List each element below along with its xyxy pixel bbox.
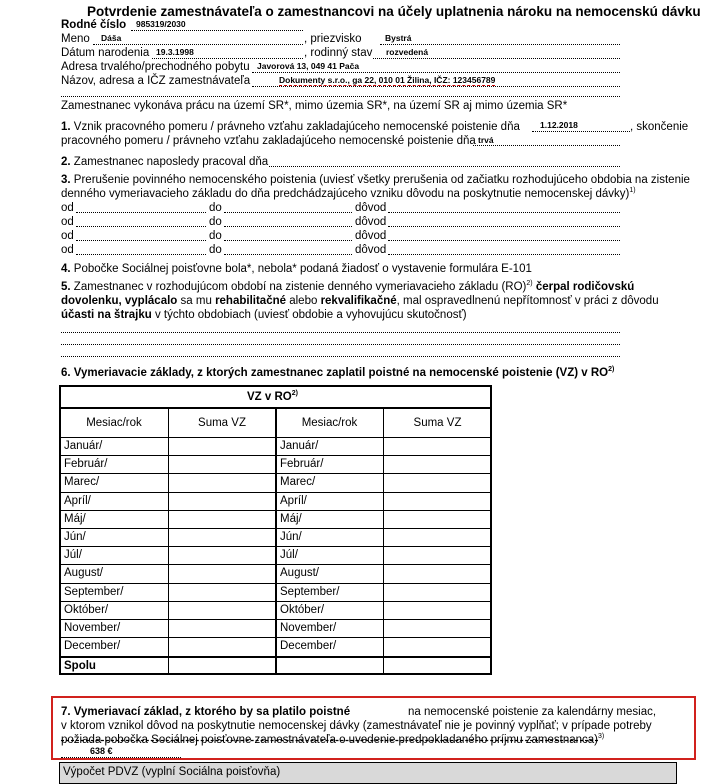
rodne-cislo-line [131, 30, 303, 31]
table-center-divider [275, 408, 277, 674]
col-header-month-right: Mesiac/rok [301, 417, 358, 429]
s2-line-fill [269, 166, 620, 167]
month-cell-right: Október/ [280, 603, 325, 616]
rodne-cislo-label: Rodné číslo [61, 19, 127, 31]
table-row-divider [60, 564, 491, 565]
rodne-cislo-value[interactable]: 985319/2030 [136, 19, 186, 29]
col-header-sum-right: Suma VZ [413, 417, 462, 429]
month-cell-right: Marec/ [280, 476, 316, 489]
s5-text2d: alebo [289, 295, 318, 307]
s1-line2: pracovného pomeru / právneho vzťahu zakladajúceho nemocenské poistenie dňa [61, 135, 476, 147]
month-cell-right: Máj/ [280, 512, 302, 525]
od-label: od [61, 202, 74, 214]
priezvisko-line [380, 44, 620, 45]
s5-fill-line-2 [61, 344, 620, 345]
od-label: od [61, 216, 74, 228]
s5-sup: 2) [526, 280, 533, 288]
s7-text1a: Vymeriavací základ, z ktorého by sa platilo poistné [73, 706, 351, 718]
table-row-divider [60, 583, 491, 584]
od-field[interactable] [76, 254, 206, 255]
month-cell-right: August/ [280, 567, 319, 580]
s5-text3a: účasti na štrajku [61, 309, 152, 321]
s5-text3b: v týchto obdobiach (uviesť obdobie a vyhovujúcu skutočnosť) [154, 309, 467, 321]
s4-num: 4. [61, 263, 71, 275]
s5-text2c: rehabilitačné [215, 295, 287, 307]
table-row-divider [60, 601, 491, 602]
s3-text2: denného vymeriavacieho základu do dňa predchádzajúceho vzniku dôvodu na poskytnutie nemocenskej dávky) [61, 188, 630, 200]
dovod-label: dôvod [355, 202, 387, 214]
s6-heading-sup: 2) [608, 366, 615, 374]
s5-fill-line-1 [61, 332, 620, 333]
od-label: od [61, 244, 74, 256]
priezvisko-value[interactable]: Bystrá [385, 33, 412, 43]
s6-heading [61, 366, 614, 380]
col-header-sum-left: Suma VZ [198, 417, 246, 429]
s5-line2 [61, 294, 659, 308]
table-left-divider [168, 408, 169, 674]
dovod-label: dôvod [355, 230, 387, 242]
datum-narodenia-value[interactable]: 19.3.1998 [156, 47, 194, 57]
s4-text: Pobočke Sociálnej poisťovne bola*, nebola* podaná žiadosť o vystavenie formulára E-101 [73, 263, 532, 275]
s5-text2f: , mal ospravedlnenú nepřítomnosť v práci z dôvodu [396, 295, 659, 307]
s5-num: 5. [61, 281, 71, 293]
table-row-divider [60, 619, 491, 620]
month-cell-left: Apríl/ [64, 494, 91, 507]
month-cell-left: November/ [64, 622, 121, 634]
s1-date-line [532, 131, 630, 132]
table-row-divider [60, 637, 491, 638]
dovod-field[interactable] [388, 226, 620, 227]
dovod-field[interactable] [388, 254, 620, 255]
priezvisko-label: , priezvisko [304, 33, 362, 45]
table-total-label: Spolu [64, 660, 96, 672]
table-total-divider [60, 656, 491, 658]
dovod-label: dôvod [355, 244, 387, 256]
s1-text1: Vznik pracovného pomeru / právneho vzťahu zakladajúceho nemocenské poistenie dňa [73, 121, 520, 133]
month-cell-left: Júl/ [64, 549, 82, 562]
od-field[interactable] [76, 240, 206, 241]
s2-line [61, 155, 268, 169]
nazov-label: Názov, adresa a IČZ zamestnávateľa [61, 75, 251, 87]
s7-text3: požiada pobočka Sociálnej poisťovne zamestnávateľa o uvedenie predpokladaného príjmu zamestnanca) [61, 734, 599, 746]
month-cell-left: Február/ [64, 458, 108, 471]
nazov-line [252, 86, 620, 87]
month-cell-left: Máj/ [64, 512, 86, 525]
table-row-divider [60, 510, 491, 511]
s5-text2b: sa mu [180, 295, 212, 307]
s2-num: 2. [61, 156, 71, 168]
s1-end-value[interactable]: trvá [478, 135, 494, 145]
od-field[interactable] [76, 226, 206, 227]
table-row-divider [60, 528, 491, 529]
s7-num: 7. [61, 706, 71, 718]
nazov-value[interactable] [279, 75, 495, 85]
table-right-divider [383, 408, 384, 674]
month-cell-left: December/ [64, 640, 121, 653]
month-cell-left: Január/ [64, 440, 103, 452]
adresa-line [252, 72, 620, 73]
s5-text1a: Zamestnanec v rozhodujúcom období na zistenie denného vymeriavacieho základu (RO) [73, 281, 527, 293]
s3-sup: 1) [629, 187, 636, 195]
month-cell-right: Február/ [280, 458, 324, 471]
rodinny-stav-value[interactable]: rozvedená [386, 47, 429, 57]
datum-line [152, 58, 303, 59]
col-header-month-left: Mesiac/rok [86, 417, 142, 429]
s5-text2e: rekvalifikačné [320, 295, 397, 307]
s1-end-label: , skončenie [630, 121, 689, 133]
meno-line [93, 44, 303, 45]
s5-text1b: čerpal rodičovskú [535, 281, 635, 293]
s5-fill-line-3 [61, 356, 620, 357]
s7-value-line [61, 757, 181, 758]
stav-line [373, 58, 620, 59]
do-field[interactable] [224, 254, 352, 255]
s7-value[interactable]: 638 € [90, 746, 113, 756]
s5-line3 [61, 308, 467, 322]
od-field[interactable] [76, 212, 206, 213]
rodinny-stav-label: , rodinný stav [304, 47, 373, 59]
s5-text2a: dovolenku, vyplácalo [61, 295, 178, 307]
dovod-label: dôvod [355, 216, 387, 228]
table-row-divider [60, 455, 491, 456]
month-cell-right: September/ [280, 585, 340, 598]
do-field[interactable] [224, 212, 352, 213]
s7-line3 [61, 733, 604, 747]
s3-text1: Prerušenie povinného nemocenského poistenia (uviesť všetky prerušenia od začiatku rozhodujúceho obdobia na zistenie [73, 174, 690, 186]
s7-sup: 3) [598, 733, 605, 741]
od-label: od [61, 230, 74, 242]
meno-label: Meno [61, 33, 90, 45]
pdvz-label: Výpočet PDVZ (vyplní Sociálna poisťovňa) [63, 766, 281, 778]
s4-line [61, 262, 532, 276]
month-cell-right: Júl/ [280, 549, 298, 562]
s2-text: Zamestnanec naposledy pracoval dňa [73, 156, 269, 168]
adresa-label: Adresa trvalého/prechodného pobytu [61, 61, 250, 73]
month-cell-right: November/ [280, 622, 337, 634]
s1-num: 1. [61, 121, 71, 133]
territory-text: Zamestnanec vykonáva prácu na území SR*, mimo územia SR*, na území SR aj mimo územia SR* [61, 100, 568, 112]
month-cell-right: Jún/ [280, 531, 302, 543]
month-cell-left: August/ [64, 567, 103, 580]
s7-line1 [61, 705, 350, 719]
do-label: do [209, 244, 222, 256]
month-cell-left: Jún/ [64, 531, 86, 543]
vz-table-title-text: VZ v RO [247, 391, 292, 403]
meno-value[interactable]: Dáša [101, 33, 122, 43]
datum-narodenia-label: Dátum narodenia [61, 47, 150, 59]
vz-table-title [247, 390, 298, 404]
extra-address-line [61, 96, 620, 97]
page-title: Potvrdenie zamestnávateľa o zamestnancovi na účely uplatnenia nároku na nemocenskú dávku [87, 4, 701, 19]
do-label: do [209, 202, 222, 214]
nazov-value-text: Dokumenty s.r.o., ga 22, 010 01 Žilina, IČZ: 123456789 [279, 75, 496, 85]
adresa-value[interactable]: Javorová 13, 049 41 Pača [257, 61, 360, 71]
s6-heading-text: 6. Vymeriavacie základy, z ktorých zamestnanec zaplatil poistné na nemocenské poistenie (VZ) v RO [61, 367, 609, 379]
table-row-divider [60, 473, 491, 474]
s1-start-date[interactable]: 1.12.2018 [540, 120, 578, 130]
s3-line2 [61, 187, 636, 201]
month-cell-right: Január/ [280, 440, 319, 452]
table-header-divider [60, 437, 491, 438]
s7-line1-right: na nemocenské poistenie za kalendárny mesiac, [408, 706, 657, 718]
s1-end-line [473, 145, 620, 146]
s1-line1 [61, 120, 520, 134]
table-row-divider [60, 546, 491, 547]
dovod-field[interactable] [388, 240, 620, 241]
month-cell-left: Október/ [64, 603, 109, 616]
do-label: do [209, 216, 222, 228]
do-field[interactable] [224, 226, 352, 227]
s5-line1 [61, 280, 634, 294]
s7-line2: v ktorom vznikol dôvod na poskytnutie nemocenskej dávky (zamestnávateľ nie je povinný vyplňať; v prípade potreby [61, 720, 652, 732]
do-field[interactable] [224, 240, 352, 241]
month-cell-right: Apríl/ [280, 494, 307, 507]
dovod-field[interactable] [388, 212, 620, 213]
month-cell-right: December/ [280, 640, 337, 653]
table-row-divider [60, 492, 491, 493]
month-cell-left: September/ [64, 585, 124, 598]
do-label: do [209, 230, 222, 242]
s3-num: 3. [61, 174, 71, 186]
vz-table-title-sup: 2) [291, 390, 298, 398]
month-cell-left: Marec/ [64, 476, 100, 489]
s3-line1 [61, 173, 690, 187]
